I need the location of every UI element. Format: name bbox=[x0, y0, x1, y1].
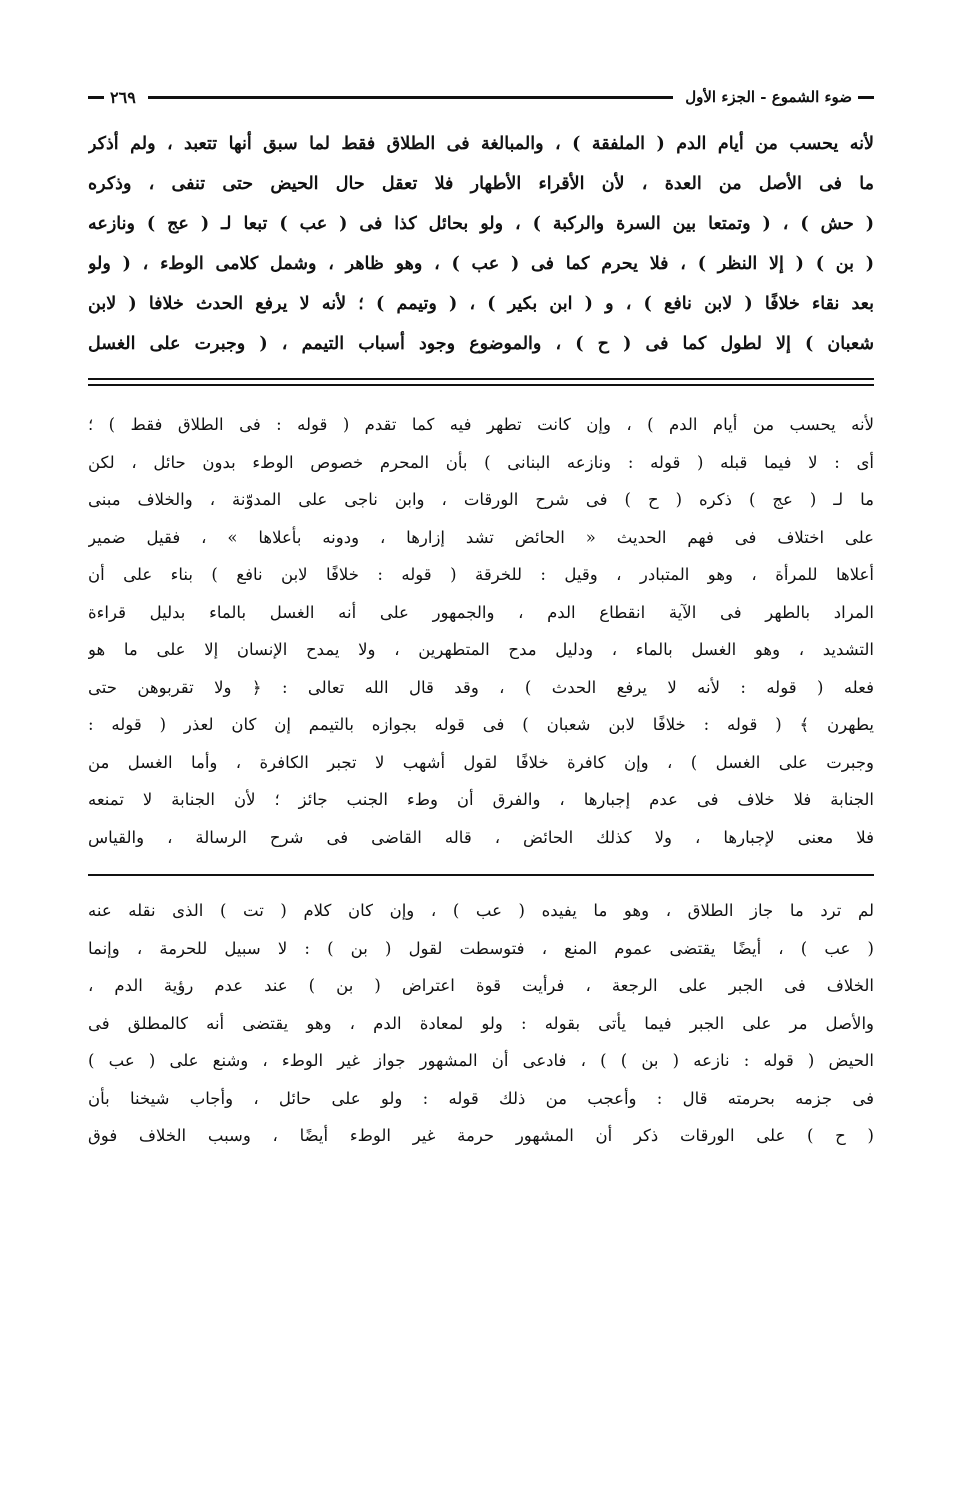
commentary-line: المراد بالطهر فى الآية انقطاع الدم ، والجمهور على أنه الغسل بالماء بدليل قراءة bbox=[88, 602, 874, 622]
header-rule bbox=[148, 96, 673, 99]
footnote-line: الحيض ( قوله : نازعه ( بن ) ) ، فادعى أن المشهور جواز غير الوطء ، وشنع على ( عب ) bbox=[88, 1051, 874, 1070]
footnote-divider bbox=[88, 874, 874, 876]
footnote-line: والأصل مر على الجبر فيما يأتى بقوله : ولو لمعادة الدم ، وهو يقتضى أنه كالمطلق فى bbox=[88, 1013, 874, 1033]
main-line: ما فى الأصل من العدة ، لأن الأقراء الأطهار فلا تعقل حال الحيض حتى تنفى ، وذكره bbox=[88, 174, 874, 194]
commentary-line: الجنابة فلا خلاف فى عدم إجبارها ، والفرق أن وطء الجنب جائز ؛ لأن الجنابة لا تمنعه bbox=[88, 790, 874, 809]
main-line: بعد نقاء خلافًا ( لابن نافع ) ، و ( ابن بكير ) ، ( وتيمم ) ؛ لأنه لا يرفع الحدث خلافا ( لابن bbox=[88, 294, 874, 314]
commentary-line: ما لـ ( عج ) ذكره ( ح ) فى شرح الورقات ، وابن ناجى على المدوّنة ، والخلاف مبنى bbox=[88, 490, 874, 509]
footnote-block bbox=[88, 892, 874, 1155]
footnote-line: الخلاف فى الجبر على الرجعة ، فرأيت قوة اعتراض ( بن ) عند عدم رؤية الدم ، bbox=[88, 976, 874, 995]
footnote-line: ( عب ) ، أيضًا يقتضى عموم المنع ، فتوسطت لقول ( بن ) : لا سبيل للحرمة ، وإنما bbox=[88, 938, 874, 958]
main-line: ( بن ) ( إلا النظر ) ، فلا يحرم كما فى ( عب ) ، وهو ظاهر ، وشمل كلامى الوطء ، ( ولو bbox=[88, 254, 874, 274]
footnote-line: ( ح ) على الورقات ذكر أن المشهور حرمة غير الوطء أيضًا ، وسبب الخلاف فوق bbox=[88, 1126, 874, 1145]
running-header bbox=[88, 82, 874, 112]
commentary-line: لأنه يحسب من أيام الدم ) ، وإن كانت تطهر فيه كما تقدم ( قوله : فى الطلاق فقط ) ؛ bbox=[88, 415, 874, 434]
commentary-line: التشديد ، وهو الغسل بالماء ، ودليل مدح المتطهرين ، ولا يمدح الإنسان إلا على ما هو bbox=[88, 640, 874, 659]
commentary-line: أعلاها للمرأة ، وهو المتبادر ، وقيل : للخرقة ( قوله : خلافًا لابن نافع ) بناء على أن bbox=[88, 565, 874, 584]
header-title: ضوء الشموع - الجزء الأول bbox=[685, 88, 852, 106]
main-line: شعبان ) إلا لطول كما فى ( ح ) ، والموضوع وجود أسباب التيمم ، ( وجبرت على الغسل bbox=[88, 334, 874, 354]
page-number: ٢٦٩ bbox=[110, 87, 136, 107]
commentary-block bbox=[88, 406, 874, 856]
commentary-line: على اختلاف فى فهم الحديث « الحائض تشد إزارها ، ودونه بأعلاها » ، فقيل ضمير bbox=[88, 527, 874, 547]
header-dash-right bbox=[858, 96, 874, 99]
commentary-line: فلا معنى لإجبارها ، ولا كذلك الحائض ، قاله القاضى فى شرح الرسالة ، والقياس bbox=[88, 827, 874, 847]
footnote-line: لم ترد ما جاز الطلاق ، وهو ما يفيده ( عب ) ، وإن كان كلام ( تت ) الذى نقله عنه bbox=[88, 901, 874, 920]
main-line: ( حش ) ، ( وتمتعا بين السرة والركبة ) ، ولو بحائل كذا فى ( عب ) تبعا لـ ( عج ) ونازعه bbox=[88, 214, 874, 234]
commentary-line: وجبرت على الغسل ) ، وإن كافرة خلافًا لقول أشهب لا تجبر الكافرة ، وأما الغسل من bbox=[88, 752, 874, 772]
commentary-line: أى : لا فيما قبله ( قوله : ونازعه البنانى ) بأن المحرم خصوص الوطء بدون حائل ، لكن bbox=[88, 452, 874, 472]
commentary-line: فعله ( قوله : لأنه لا يرفع الحدث ) ، وقد قال الله تعالى : ﴿ ولا تقربوهن حتى bbox=[88, 677, 874, 697]
header-dash-left bbox=[88, 96, 104, 99]
book-page bbox=[88, 82, 874, 1155]
main-text-block bbox=[88, 124, 874, 364]
main-line: لأنه يحسب من أيام الدم ( الملفقة ) ، والمبالغة فى الطلاق فقط لما سبق أنها تتعبد ، ولم أذكر bbox=[88, 134, 874, 154]
double-divider bbox=[88, 378, 874, 386]
footnote-line: فى جزمه بحرمته قال : وأعجب من ذلك قوله : ولو على حائل ، وأجاب شيخنا بأن bbox=[88, 1088, 874, 1108]
commentary-line: يطهرن ﴾ ( قوله : خلافًا لابن شعبان ) فى قوله بجوازه بالتيمم إن كان لعذر ( قوله : bbox=[88, 715, 874, 734]
